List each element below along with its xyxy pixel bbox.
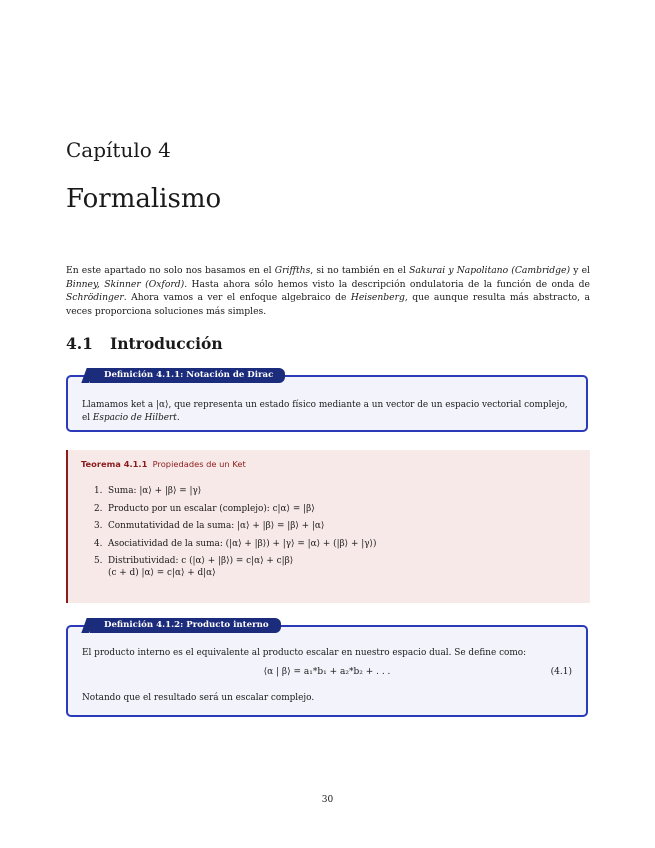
definition-box-inner-product <box>66 620 588 717</box>
definition-text: . <box>176 413 180 423</box>
equation-row <box>82 666 572 692</box>
theorem-title: Propiedades de un Ket <box>152 459 246 469</box>
ref-heisenberg: Heisenberg <box>350 292 405 304</box>
item-number: 3. <box>94 521 103 531</box>
chapter-title: Formalismo <box>66 184 222 214</box>
definition-body <box>68 377 586 425</box>
definition-note: Notando que el resultado será un escalar complejo. <box>82 693 315 703</box>
definition-body <box>68 627 586 705</box>
ref-griffiths: Griffths <box>274 265 311 276</box>
intro-text: . Hasta ahora sólo hemos visto la descripción ondulatoria de la función de onda de <box>184 278 590 290</box>
chapter-number: Capítulo 4 <box>66 138 171 162</box>
theorem-list <box>94 485 376 585</box>
ref-sakurai: Sakurai y Napolitano (Cambridge) <box>409 265 571 276</box>
list-item <box>94 503 376 515</box>
item-text: Distributividad: c (|α⟩ + |β⟩) = c|α⟩ + c|β⟩ <box>108 556 294 566</box>
item-number: 2. <box>94 503 103 514</box>
item-number: 4. <box>94 538 103 549</box>
section-number: 4.1 <box>66 334 93 353</box>
ref-schrodinger: Schrödinger <box>66 292 124 304</box>
theorem-heading <box>81 459 246 469</box>
definition-box-dirac <box>66 370 588 432</box>
item-number: 1. <box>94 486 103 496</box>
hilbert-space-term: Espacio de Hilbert <box>92 413 177 423</box>
item-text: Asociatividad de la suma: (|α⟩ + |β⟩) + |γ⟩ = |α⟩ + (|β⟩ + |γ⟩) <box>108 538 377 549</box>
intro-paragraph <box>66 264 590 318</box>
intro-text: , si no también en el <box>310 265 410 276</box>
list-item <box>94 555 376 579</box>
page-number: 30 <box>321 795 334 805</box>
section-title: Introducción <box>110 334 223 353</box>
item-text: Conmutatividad de la suma: |α⟩ + |β⟩ = |β⟩ + |α⟩ <box>108 521 325 531</box>
intro-text: En este apartado no solo nos basamos en el <box>66 265 275 276</box>
equation-number: (4.1) <box>550 667 572 677</box>
theorem-label: Teorema 4.1.1 <box>81 459 148 469</box>
definition-tag: Definición 4.1.2: Producto interno <box>90 618 281 633</box>
theorem-box <box>66 450 590 603</box>
ref-binney: Binney, Skinner (Oxford) <box>66 278 185 290</box>
item-number: 5. <box>94 556 103 566</box>
intro-text: y el <box>570 265 590 276</box>
list-item <box>94 538 376 550</box>
item-text: Suma: |α⟩ + |β⟩ = |γ⟩ <box>108 486 202 496</box>
intro-text: . Ahora vamos a ver el enfoque algebraico de <box>123 292 351 304</box>
item-continuation: (c + d) |α⟩ = c|α⟩ + d|α⟩ <box>108 568 216 578</box>
item-text: Producto por un escalar (complejo): c|α⟩ = |β⟩ <box>108 503 315 514</box>
intro-text: , que aunque resulta más abstracto, a veces proporciona soluciones más simples. <box>66 292 590 317</box>
list-item <box>94 485 376 497</box>
definition-text: Llamamos ket a |α⟩, que representa un estado físico mediante a un vector de un espacio vectorial complejo, el <box>82 400 568 423</box>
definition-text: El producto interno es el equivalente al producto escalar en nuestro espacio dual. Se define como: <box>82 648 527 658</box>
list-item <box>94 520 376 532</box>
definition-tag: Definición 4.1.1: Notación de Dirac <box>90 368 285 383</box>
section-heading <box>66 334 223 353</box>
equation: ⟨α | β⟩ = a₁*b₁ + a₂*b₂ + . . . <box>263 667 391 677</box>
